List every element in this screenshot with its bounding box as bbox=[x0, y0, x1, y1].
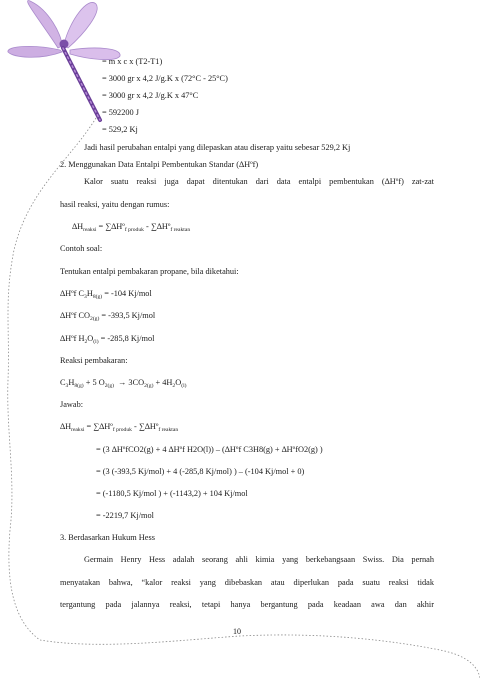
answer-step: = (3 (-393,5 Kj/mol) + 4 (-285,8 Kj/mol) ) – (-104 Kj/mol + 0) bbox=[96, 467, 305, 476]
calc-line: = 3000 gr x 4,2 J/g.K x (72°C - 25°C) bbox=[102, 74, 228, 83]
calc-line: = 592200 J bbox=[102, 108, 139, 117]
answer-label: Jawab: bbox=[60, 400, 84, 409]
calc-line: = m x c x (T2-T1) bbox=[102, 57, 163, 66]
reaction-equation: $C_3H_{8(g)} + 5$ $O_{2(g)} \to 3CO_{2(g)} + 4H_2O_{(l)}$ bbox=[60, 378, 187, 389]
section-3-paragraph: Germain Henry Hess adalah seorang ahli kimia yang berkebangsaan Swiss. Dia pernah bbox=[84, 555, 434, 564]
section-2-paragraph-cont: hasil reaksi, yaitu dengan rumus: bbox=[60, 200, 170, 209]
calc-line: = 529,2 Kj bbox=[102, 125, 138, 134]
calc-line: = 3000 gr x 4,2 J/g.K x 47°C bbox=[102, 91, 199, 100]
section-3-paragraph: menyatakan bahwa, “kalor reaksi yang dibebaskan atau diperlukan pada suatu reaksi tidak bbox=[60, 578, 434, 587]
example-heading: Contoh soal: bbox=[60, 244, 103, 253]
combustion-label: Reaksi pembakaran: bbox=[60, 356, 128, 365]
section-3-heading: 3. Berdasarkan Hukum Hess bbox=[60, 533, 155, 542]
section-3-paragraph: tergantung pada jalannya reaksi, tetapi hanya bergantung pada keadaan awa dan akhir bbox=[60, 600, 434, 609]
section-2-paragraph: Kalor suatu reaksi juga dapat ditentukan dari data entalpi pembentukan (∆Hºf) zat-zat bbox=[84, 177, 434, 186]
section-2-heading: 2. Menggunakan Data Entalpi Pembentukan Standar (∆Hºf) bbox=[60, 160, 259, 169]
reaction-arrow-icon: → bbox=[118, 378, 127, 387]
answer-step: = (-1180,5 Kj/mol ) + (-1143,2) + 104 Kj/mol bbox=[96, 489, 248, 498]
given-value: ∆Hºf $H_2O_{(l)} = -285,8$ Kj/mol bbox=[60, 334, 155, 345]
answer-step: = (3 ∆HºfCO2(g) + 4 ∆Hºf H2O(l)) – (∆Hºf C3H8(g) + ∆HºfO2(g) ) bbox=[96, 445, 323, 454]
given-value: ∆Hºf $C_3H_{8(g)} = -104$ Kj/mol bbox=[60, 289, 152, 300]
enthalpy-formula: $\Delta H_{reaksi}$ = ∑∆Hº$_{f produk}$ - ∑∆Hº$_{f reaktan}$ bbox=[72, 222, 191, 233]
answer-formula: $\Delta H_{reaksi}$ = ∑∆Hº$_{f produk}$ - ∑∆Hº$_{f reaktan}$ bbox=[60, 422, 179, 433]
question-text: Tentukan entalpi pembakaran propane, bila diketahui: bbox=[60, 267, 239, 276]
page-number: 10 bbox=[233, 627, 241, 636]
answer-step: = -2219,7 Kj/mol bbox=[96, 511, 154, 520]
given-value: ∆Hºf $CO_{2(g)} = -393,5$ Kj/mol bbox=[60, 311, 156, 322]
conclusion-text: Jadi hasil perubahan entalpi yang dilepaskan atau diserap yaitu sebesar 529,2 Kj bbox=[84, 143, 351, 152]
